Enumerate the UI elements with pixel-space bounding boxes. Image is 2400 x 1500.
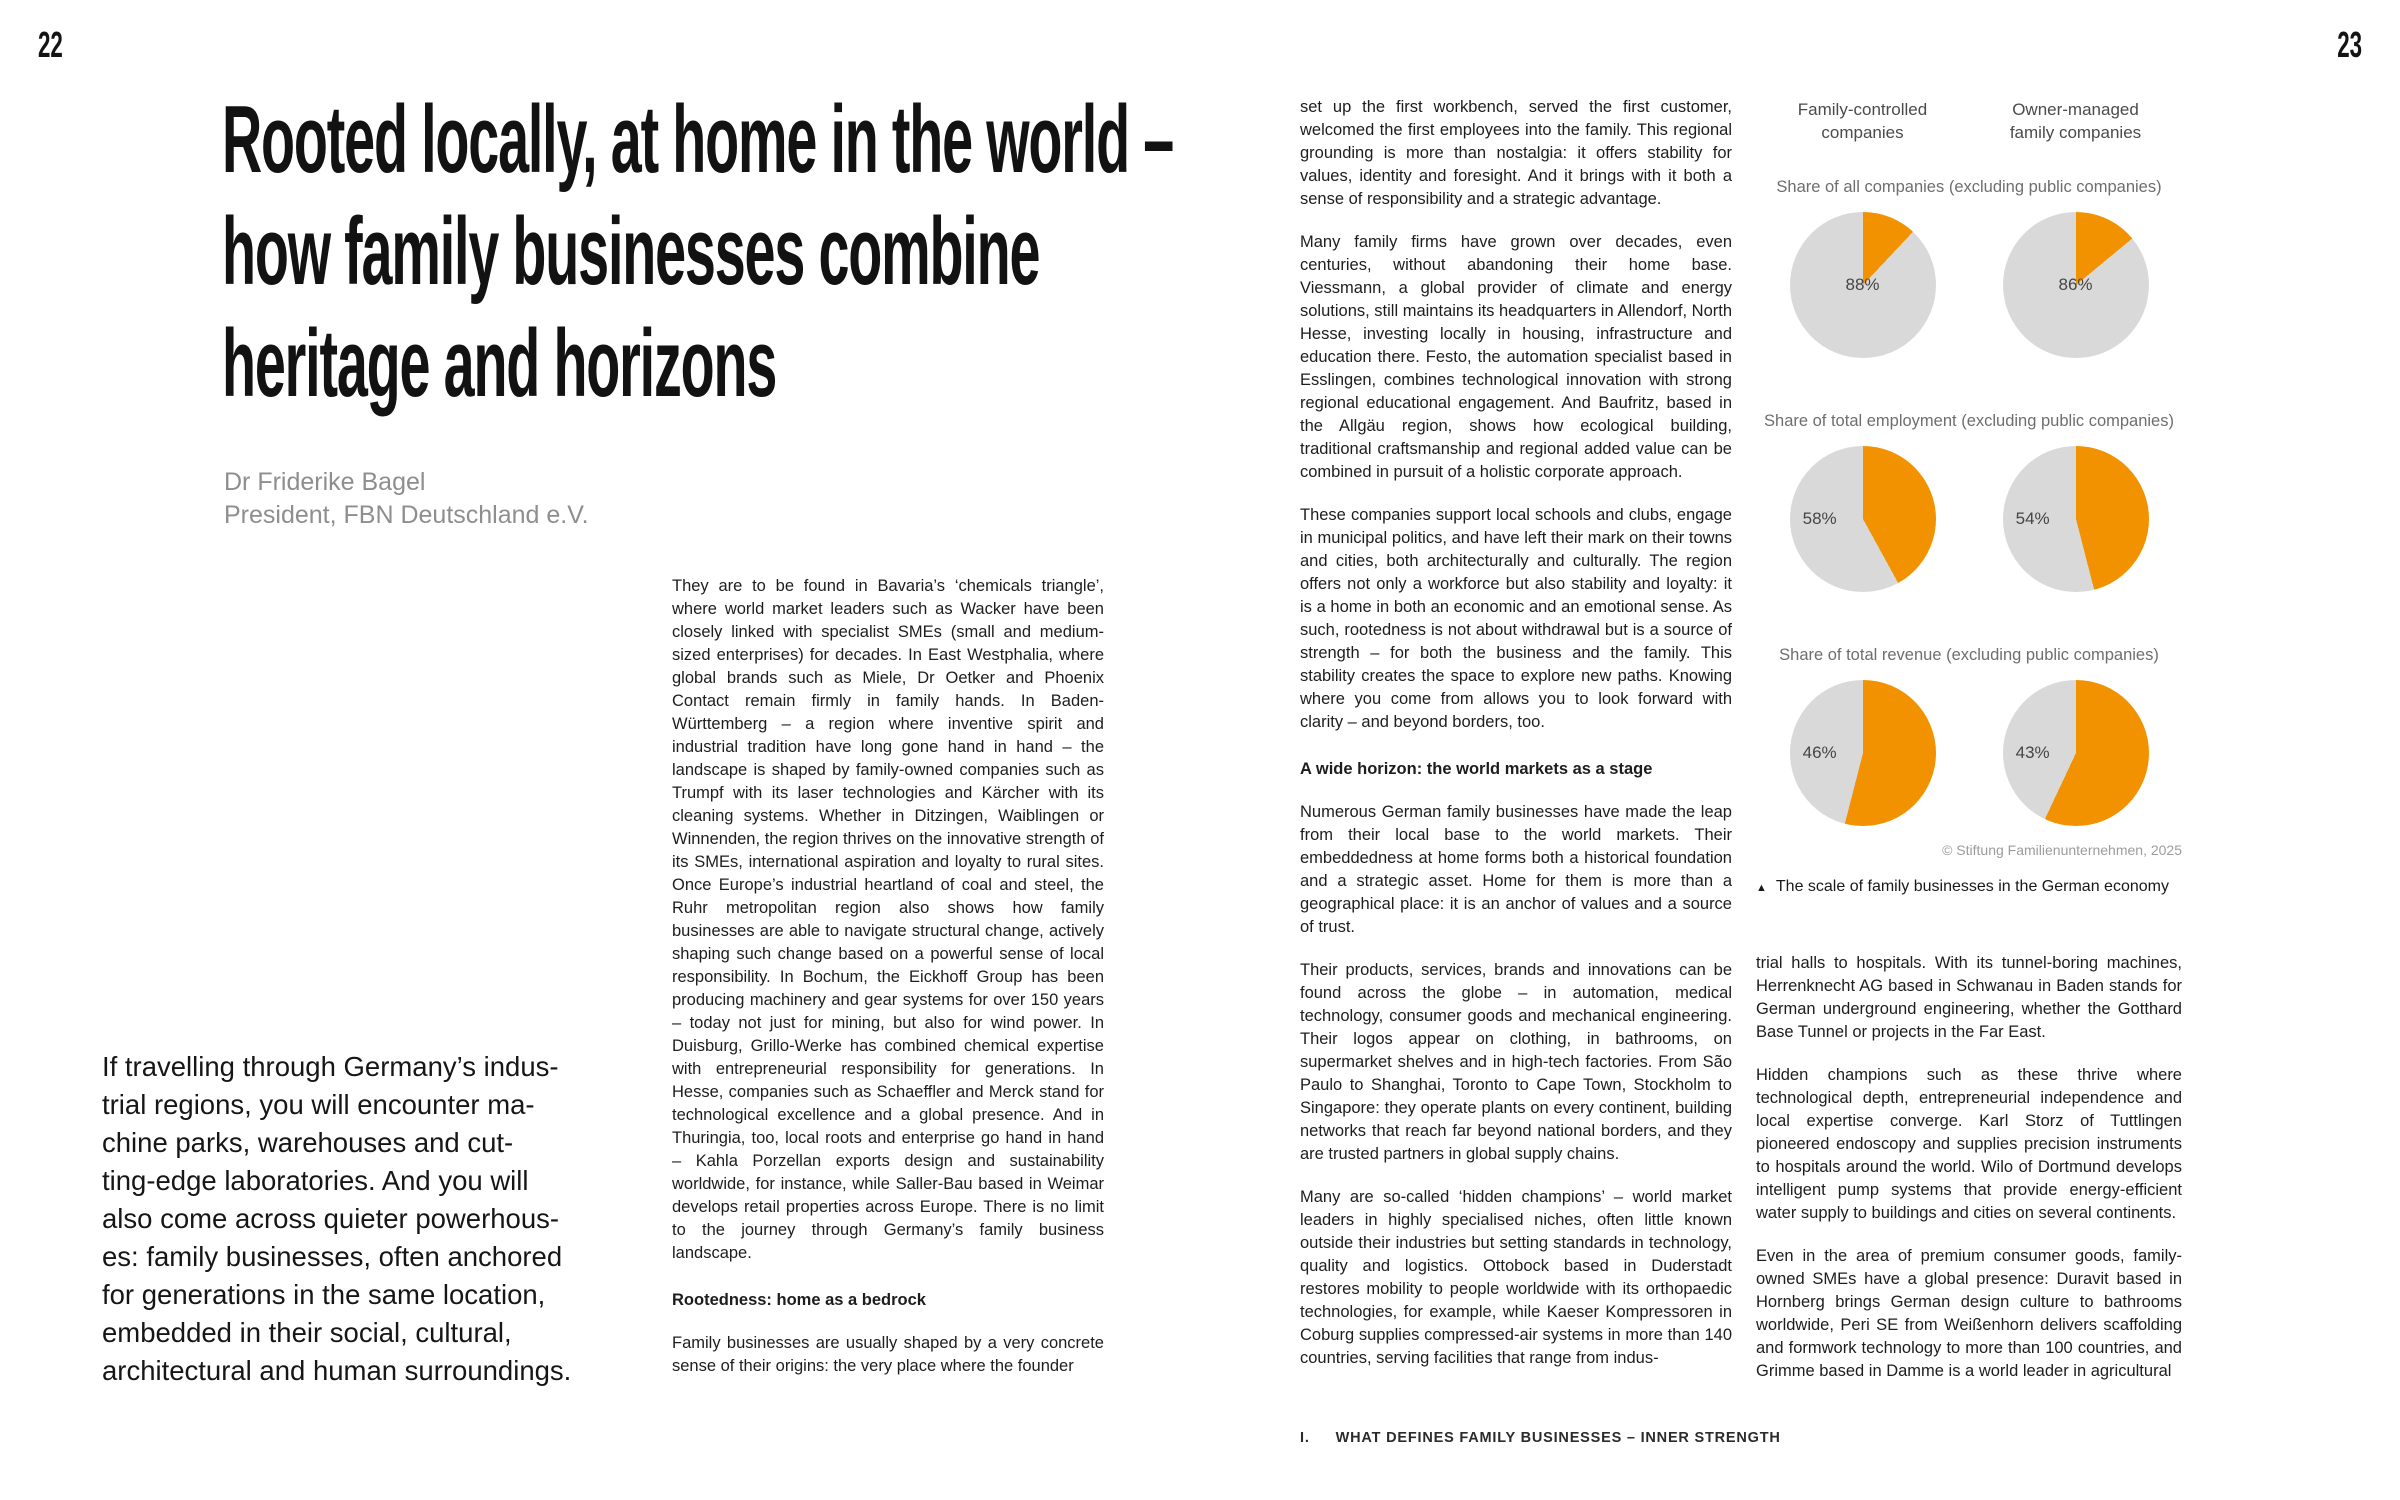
figure-source: © Stiftung Familienunternehmen, 2025 bbox=[1942, 842, 2182, 858]
article-title bbox=[222, 84, 1222, 420]
pie-cell bbox=[1969, 680, 2182, 826]
pie-row bbox=[1756, 680, 2182, 826]
paragraph: Hidden champions such as these thrive where technological depth, entrepreneurial independence and local expertise converge. Karl Storz of Tuttlingen pioneered endoscopy and supplies precision instruments to hospitals around the world. Wilo of Dortmund develops intelligent pump systems that provide energy-efficient water supply to buildings and cities on several continents. bbox=[1756, 1066, 2182, 1222]
author-block bbox=[224, 466, 589, 532]
figure-section-all-companies bbox=[1756, 178, 2182, 358]
paragraph: Even in the area of premium consumer goods, family-owned SMEs have a global presence: Duravit based in Hornberg brings German design culture to bathrooms worldwide, Peri SE from Weißenhorn delivers scaffolding and formwork technology to more than 100 countries, and Grimme based in Damme is a world leader in agricultural bbox=[1756, 1247, 2182, 1380]
pie-value-label: 43% bbox=[2015, 743, 2050, 762]
pie-cell bbox=[1756, 212, 1969, 358]
title-line: how family businesses combine bbox=[222, 198, 1040, 305]
figure-column-header-owner-managed: Owner-managed family companies bbox=[2009, 100, 2142, 142]
paragraph-group bbox=[1300, 801, 1732, 1370]
pie-cell bbox=[1756, 680, 1969, 826]
pie-cell bbox=[1756, 446, 1969, 592]
pie-cell bbox=[1969, 446, 2182, 592]
paragraph: set up the first workbench, served the first customer, welcomed the first employees into the family. This regional grounding is more than nostalgia: it offers stability for values, identity and foresight. And it brings with it both a sense of responsibility and a strategic advantage. bbox=[1300, 98, 1732, 208]
figure-family-business-scale bbox=[1756, 98, 2182, 858]
pie-value-label: 88% bbox=[1845, 275, 1880, 294]
page-number-left: 22 bbox=[38, 24, 63, 65]
pie-chart-employment-family-controlled bbox=[1790, 446, 1936, 592]
pie-row bbox=[1756, 212, 2182, 358]
subhead-rootedness: Rootedness: home as a bedrock bbox=[672, 1291, 926, 1309]
pie-value-label: 54% bbox=[2015, 509, 2050, 528]
figure-section-title: Share of total employment (excluding public companies) bbox=[1764, 412, 2174, 430]
figure-section-title: Share of total revenue (excluding public companies) bbox=[1779, 646, 2159, 664]
subhead-wide-horizon: A wide horizon: the world markets as a stage bbox=[1300, 760, 1653, 778]
figure-caption-text: The scale of family businesses in the German economy bbox=[1775, 878, 2169, 895]
paragraph: trial halls to hospitals. With its tunnel-boring machines, Herrenknecht AG based in Schwanau in Baden stands for German underground engineering, whether the Gotthard Base Tunnel or projects in the Far East. bbox=[1756, 954, 2182, 1041]
pie-chart-revenue-owner-managed bbox=[2003, 680, 2149, 826]
paragraph: Their products, services, brands and innovations can be found across the globe – in automation, medical technology, consumer goods and mechanical engineering. Their logos appear on clothing, in bathrooms, on supermarket shelves and in high-tech factories. From São Paulo to Shanghai, Toronto to Cape Town, Stockholm to Singapore: they operate plants on every continent, building networks that reach far beyond national borders, and they are trusted partners in global supply chains. bbox=[1300, 961, 1732, 1163]
triangle-up-icon: ▲ bbox=[1756, 882, 1767, 894]
figure-section-employment bbox=[1756, 412, 2182, 592]
paragraph: Many are so-called ‘hidden champions’ – world market leaders in highly specialised niches, often little known outside their industries but setting standards in technology, quality and logistics. Ottobock based in Duderstadt restores mobility to people worldwide with its orthopaedic technologies, for example, while Kaeser Kompressoren in Coburg supplies compressed-air systems in more than 140 countries, serving facilities that range from indus- bbox=[1300, 1188, 1732, 1367]
left-page-text-column bbox=[672, 575, 1104, 1378]
pie-value-label: 86% bbox=[2058, 275, 2093, 294]
intro-line: es: family businesses, often anchored bbox=[102, 1241, 563, 1272]
pie-row bbox=[1756, 446, 2182, 592]
intro-line: for generations in the same location, bbox=[102, 1279, 546, 1310]
paragraph: Many family firms have grown over decades, even centuries, without abandoning their home base. Viessmann, a global provider of climate and energy solutions, still maintains its headquarters in Allendorf, North Hesse, investing locally in housing, infrastructure and education there. Festo, the automation specialist based in Esslingen, combines technological innovation with strong regional educational engagement. And Baufritz, based in the Allgäu region, shows how ecological building, traditional craftsmanship and regional added value can be combined in pursuit of a holistic corporate approach. bbox=[1300, 233, 1732, 481]
footer-chapter-number: I. bbox=[1300, 1430, 1310, 1446]
pie-cell bbox=[1969, 212, 2182, 358]
paragraph: These companies support local schools and clubs, engage in municipal politics, and have left their mark on their towns and cities, both architecturally and culturally. The region offers not only a workforce but also stability and loyalty: it is a home in both an economic and an emotional sense. As such, rootedness is not about withdrawal but is a source of strength – for both the business and the family. This stability creates the space to explore new paths. Knowing where you come from allows you to look forward with clarity – and beyond borders, too. bbox=[1300, 506, 1732, 731]
pie-value-label: 58% bbox=[1802, 509, 1837, 528]
paragraph: They are to be found in Bavaria’s ‘chemicals triangle’, where world market leaders such as Wacker have been closely linked with specialist SMEs (small and medium-sized enterprises) for decades. In East Westphalia, where global brands such as Miele, Dr Oetker and Phoenix Contact remain firmly in family hands. In Baden-Württemberg – a region where inventive spirit and industrial tradition have long gone hand in hand – the landscape is shaped by family-owned companies such as Trumpf with its laser technologies and Kärcher with its cleaning systems. Whether in Ditzingen, Waiblingen or Winnenden, the region thrives on the innovative strength of its SMEs, international aspiration and loyalty to rural sites. Once Europe’s industrial heartland of coal and steel, the Ruhr metropolitan region also shows how family businesses are able to navigate structural change, actively shaping such change based on a powerful sense of local responsibility. In Bochum, the Eickhoff Group has been producing machinery and gear systems for over 150 years – today not just for mining, but also for wind power. In Duisburg, Grillo-Werke has combined chemical expertise with entrepreneurial responsibility for generations. In Hesse, companies such as Schaeffler and Merck stand for technological excellence and a global presence. And in Thuringia, too, local roots and enterprise go hand in hand – Kahla Porzellan exports design and sustainability worldwide, for instance, while Saller-Bau based in Weimar develops retail properties across Europe. There is no limit to the journey through Germany’s family business landscape. bbox=[672, 577, 1104, 1262]
figure-section-revenue bbox=[1756, 646, 2182, 826]
intro-line: ting-edge laboratories. And you will bbox=[102, 1165, 529, 1196]
intro-line: architectural and human surroundings. bbox=[102, 1355, 572, 1386]
pie-chart-companies-owner-managed bbox=[2003, 212, 2149, 358]
intro-paragraph bbox=[102, 1048, 572, 1390]
author-role: President, FBN Deutschland e.V. bbox=[224, 501, 589, 529]
paragraph-group bbox=[672, 1332, 1104, 1378]
figure-section-title: Share of all companies (excluding public companies) bbox=[1776, 178, 2162, 196]
right-page-figure-column bbox=[1756, 98, 2182, 1383]
intro-line: also come across quieter powerhous- bbox=[102, 1203, 560, 1234]
figure-column-header-family-controlled: Family-controlled companies bbox=[1797, 100, 1928, 142]
page-number-right: 23 bbox=[2337, 24, 2362, 65]
pie-chart-employment-owner-managed bbox=[2003, 446, 2149, 592]
right-page-text-column-2 bbox=[1756, 952, 2182, 1383]
intro-line: If travelling through Germany’s indus- bbox=[102, 1051, 559, 1082]
paragraph: Numerous German family businesses have made the leap from their local base to the world markets. Their embeddedness at home forms both a historical foundation and a strategic asset. Home for them is more than a geographical place: it is an anchor of values and a source of trust. bbox=[1300, 803, 1732, 936]
author-name: Dr Friderike Bagel bbox=[224, 468, 426, 496]
title-line: Rooted locally, at home in the world – bbox=[222, 86, 1174, 193]
right-page-text-column-1 bbox=[1300, 96, 1732, 1370]
intro-line: embedded in their social, cultural, bbox=[102, 1317, 512, 1348]
article-title-lines bbox=[222, 84, 1174, 420]
pie-chart-companies-family-controlled bbox=[1790, 212, 1936, 358]
intro-line: trial regions, you will encounter ma- bbox=[102, 1089, 535, 1120]
figure-column-headers bbox=[1756, 98, 2182, 144]
paragraph-group bbox=[672, 575, 1104, 1265]
title-line: heritage and horizons bbox=[222, 310, 777, 417]
figure-caption bbox=[1756, 878, 2182, 896]
pie-chart-revenue-family-controlled bbox=[1790, 680, 1936, 826]
footer-running-title bbox=[1300, 1430, 1781, 1446]
paragraph: Family businesses are usually shaped by a very concrete sense of their origins: the very place where the founder bbox=[672, 1334, 1104, 1375]
pie-value-label: 46% bbox=[1802, 743, 1837, 762]
intro-line: chine parks, warehouses and cut- bbox=[102, 1127, 514, 1158]
paragraph-group bbox=[1300, 96, 1732, 734]
footer-chapter-title: WHAT DEFINES FAMILY BUSINESSES – INNER STRENGTH bbox=[1335, 1430, 1781, 1446]
